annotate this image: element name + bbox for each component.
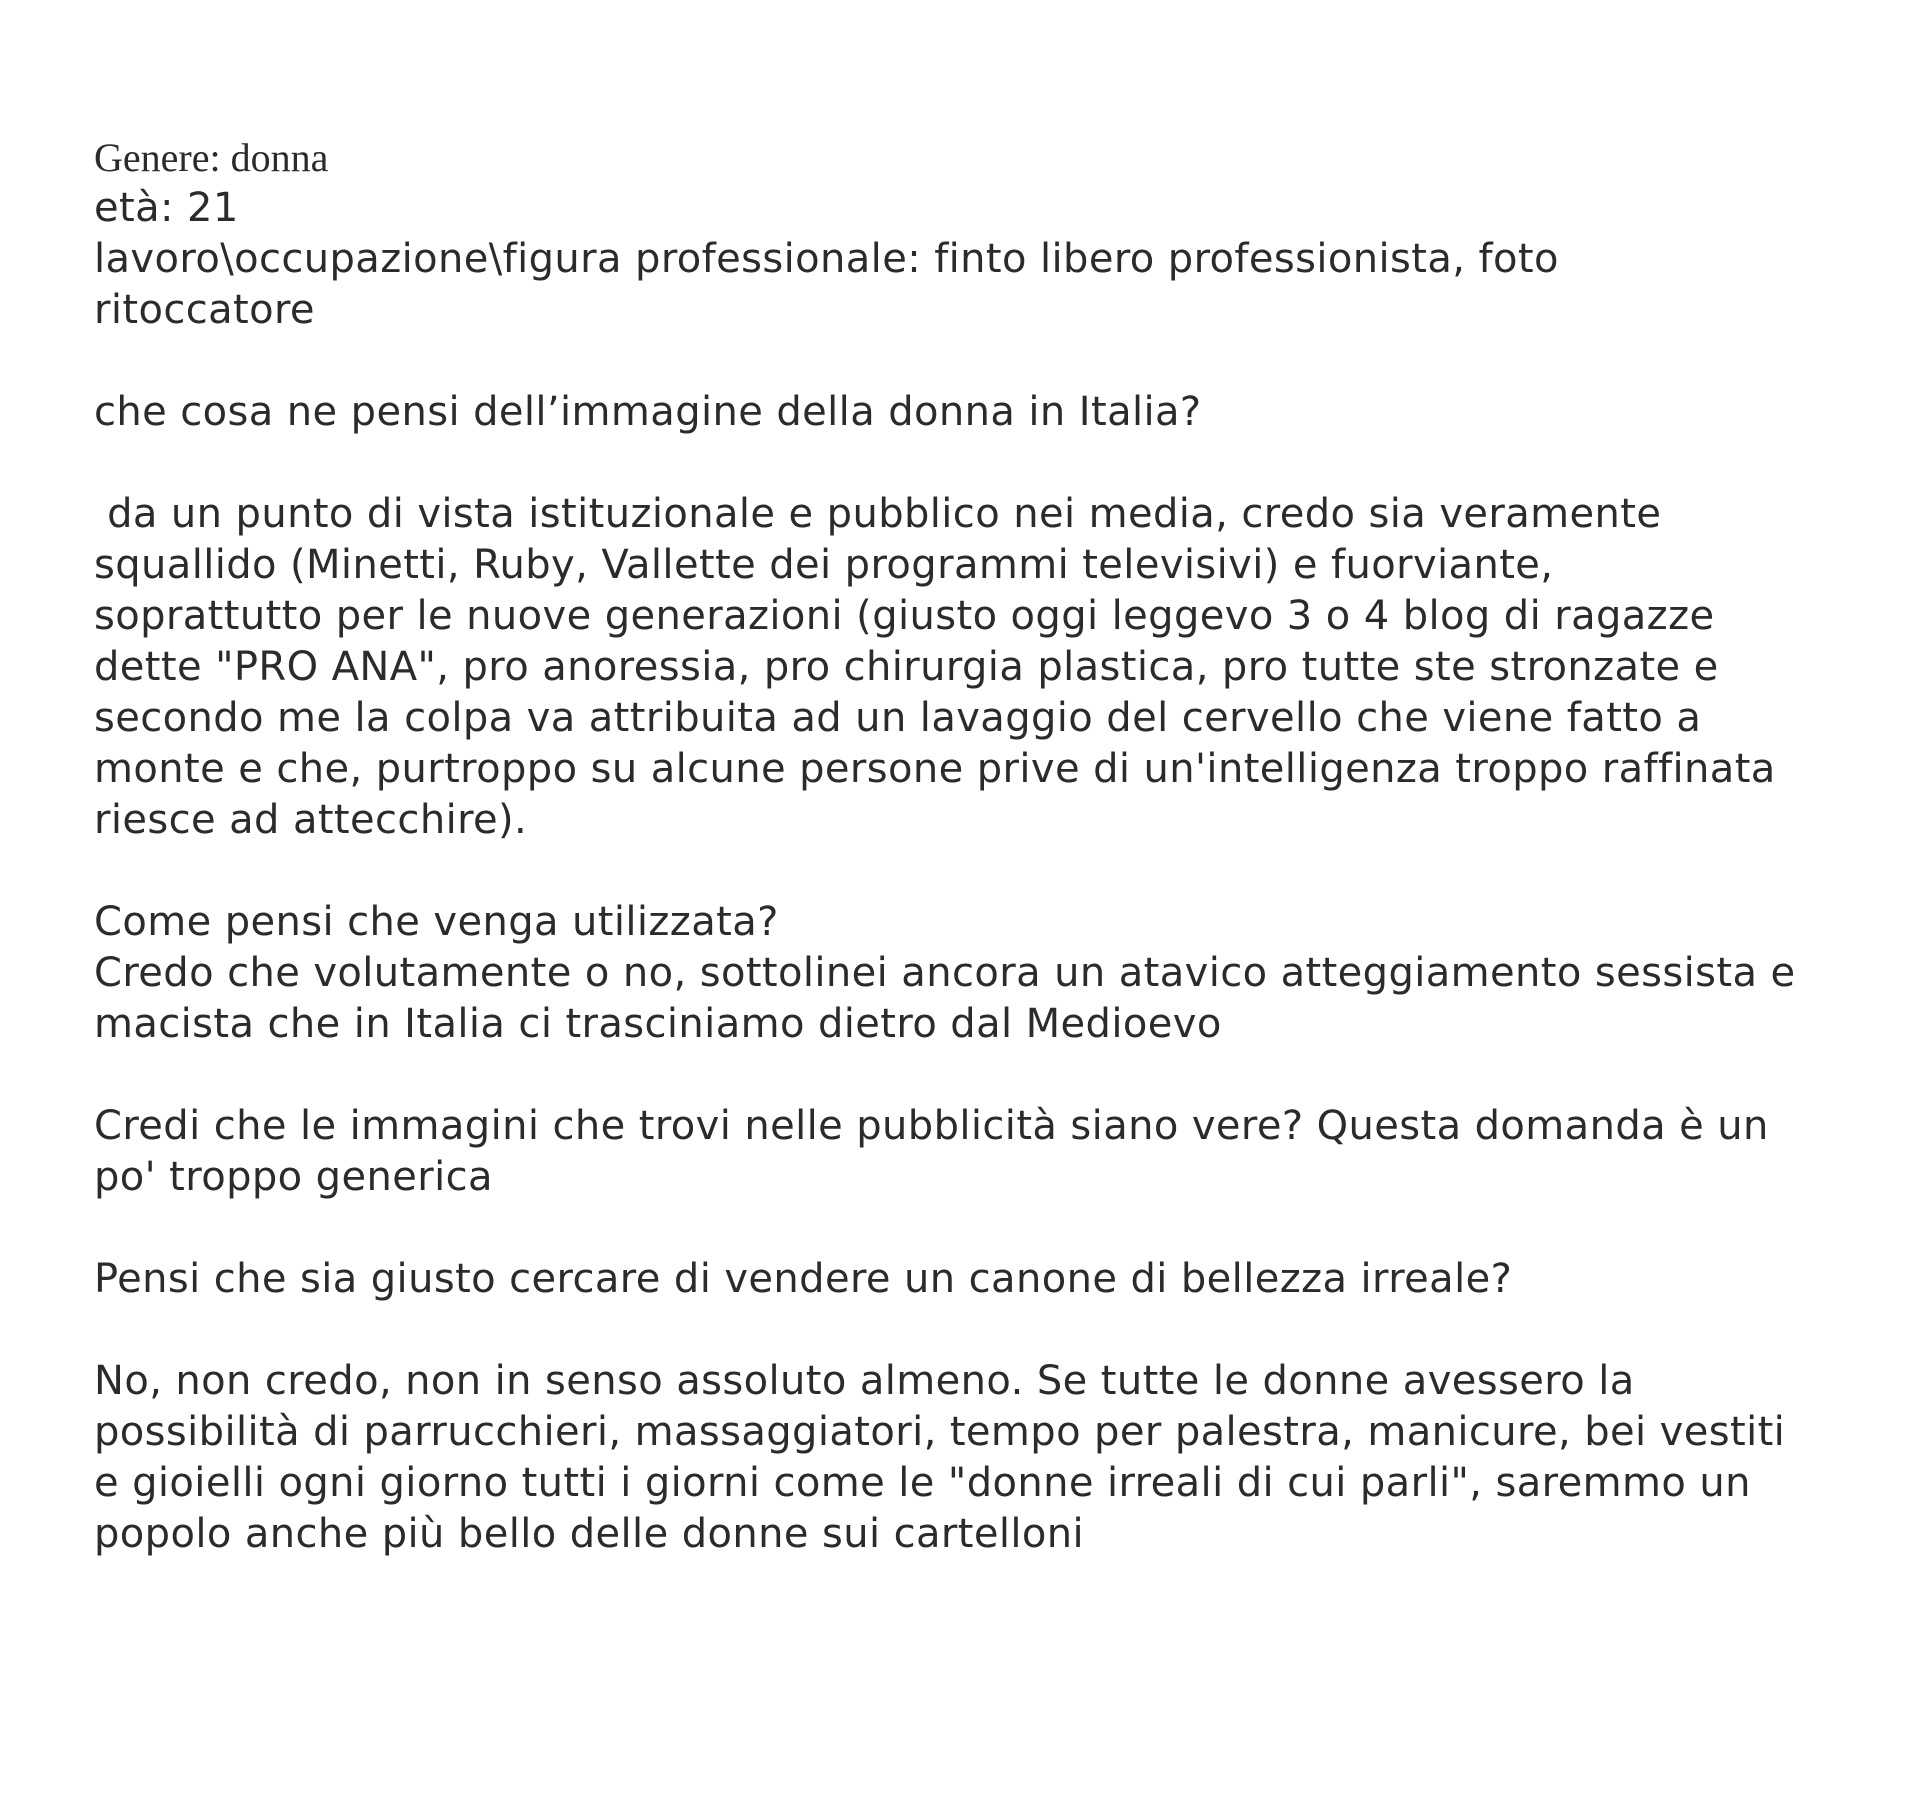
answer-1-line-7: riesce ad attecchire). [94,797,528,843]
answer-4-line-2: possibilità di parrucchieri, massaggiatori, tempo per palestra, manicure, bei vestiti [94,1409,1786,1455]
question-2: Come pensi che venga utilizzata? [94,899,779,945]
answer-2-line-2: macista che in Italia ci trasciniamo dietro dal Medioevo [94,1001,1222,1047]
paragraph-gap [94,1203,1854,1254]
answer-1-line-4: dette "PRO ANA", pro anoressia, pro chirurgia plastica, pro tutte ste stronzate e [94,644,1719,690]
paragraph-gap [94,1305,1854,1356]
answer-4-line-4: popolo anche più bello delle donne sui cartelloni [94,1511,1085,1557]
paragraph-gap [94,1050,1854,1101]
paragraph-gap [94,846,1854,897]
answer-4-line-3: e gioielli ogni giorno tutti i giorni come le "donne irreali di cui parli", saremmo un [94,1460,1751,1506]
question-3-line-1: Credi che le immagini che trovi nelle pubblicità siano vere? Questa domanda è un [94,1103,1769,1149]
answer-2-line-1: Credo che volutamente o no, sottolinei ancora un atavico atteggiamento sessista e [94,950,1796,996]
paragraph-gap [94,438,1854,489]
age-line: età: 21 [94,185,239,231]
paragraph-gap [94,336,1854,387]
gender-line: Genere: donna [94,135,329,180]
answer-1-line-1: da un punto di vista istituzionale e pubblico nei media, credo sia veramente [94,491,1662,537]
answer-4-line-1: No, non credo, non in senso assoluto almeno. Se tutte le donne avessero la [94,1358,1635,1404]
answer-1-line-5: secondo me la colpa va attribuita ad un lavaggio del cervello che viene fatto a [94,695,1702,741]
document-body [94,132,1854,1560]
answer-1-line-3: soprattutto per le nuove generazioni (giusto oggi leggevo 3 o 4 blog di ragazze [94,593,1715,639]
question-3-line-2: po' troppo generica [94,1154,493,1200]
question-1: che cosa ne pensi dell’immagine della donna in Italia? [94,389,1202,435]
question-4: Pensi che sia giusto cercare di vendere un canone di bellezza irreale? [94,1256,1513,1302]
answer-1-line-6: monte e che, purtroppo su alcune persone prive di un'intelligenza troppo raffinata [94,746,1776,792]
occupation-line-2: ritoccatore [94,287,315,333]
answer-1-line-2: squallido (Minetti, Ruby, Vallette dei programmi televisivi) e fuorviante, [94,542,1554,588]
occupation-line-1: lavoro\occupazione\figura professionale: finto libero professionista, foto [94,236,1559,282]
